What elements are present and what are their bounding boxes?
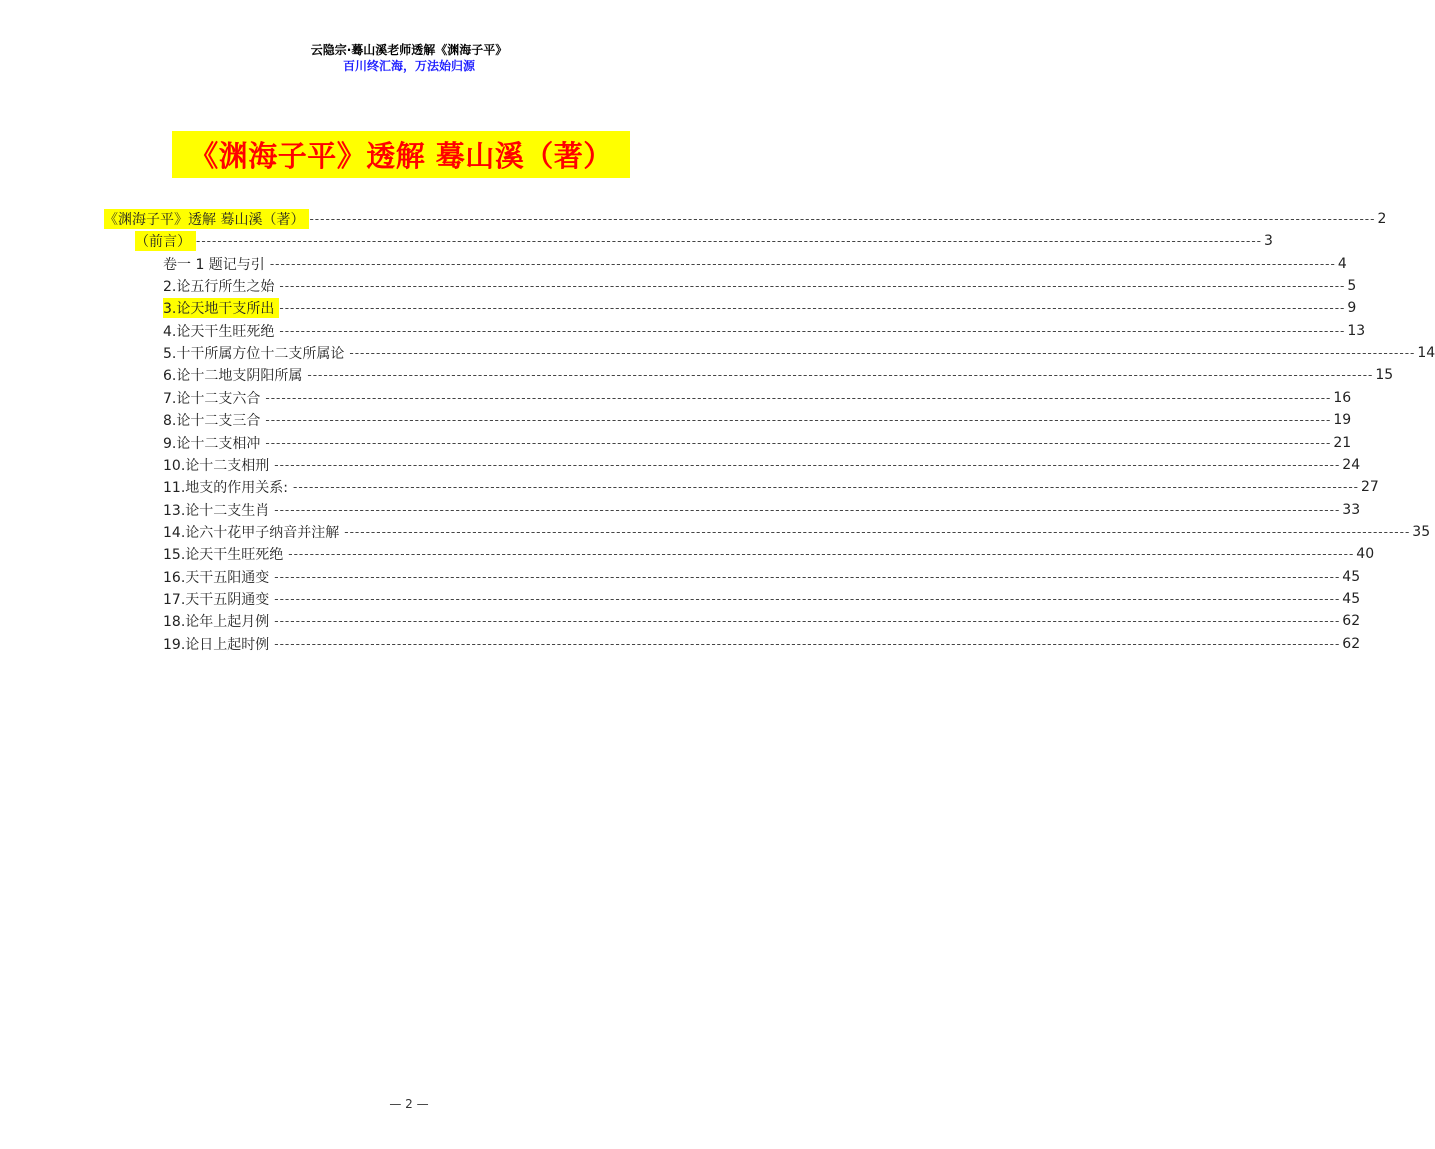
toc-entry-page: 5 bbox=[1347, 278, 1357, 295]
toc-leader-dots: -------------------------------------------------------------------------------------------------------------------------------------------------------------------------------------------------------- bbox=[265, 435, 1332, 450]
toc-entry[interactable] bbox=[163, 387, 1352, 409]
toc-entry-label: 6.论十二地支阴阳所属 bbox=[163, 368, 303, 385]
toc-entry-page: 40 bbox=[1356, 546, 1375, 563]
toc-entry-page: 45 bbox=[1342, 568, 1361, 585]
toc-entry-label: 18.论年上起月例 bbox=[163, 614, 270, 631]
toc-leader-dots: -------------------------------------------------------------------------------------------------------------------------------------------------------------------------------------------------------- bbox=[292, 480, 1359, 495]
toc-leader-dots: -------------------------------------------------------------------------------------------------------------------------------------------------------------------------------------------------------- bbox=[274, 502, 1341, 517]
toc-entry-page: 62 bbox=[1342, 635, 1361, 652]
toc-entry-page: 4 bbox=[1337, 255, 1347, 272]
page-number: — 2 — bbox=[389, 1097, 429, 1111]
toc-entry-page: 24 bbox=[1342, 456, 1361, 473]
toc-entry[interactable] bbox=[163, 566, 1361, 588]
toc-entry-page: 13 bbox=[1347, 322, 1366, 339]
toc-entry[interactable] bbox=[163, 320, 1366, 342]
toc-entry[interactable] bbox=[163, 364, 1394, 386]
toc-leader-dots: -------------------------------------------------------------------------------------------------------------------------------------------------------------------------------------------------------- bbox=[274, 569, 1341, 584]
toc-entry[interactable] bbox=[163, 253, 1347, 275]
toc-entry-page: 16 bbox=[1333, 389, 1352, 406]
toc-entry-label: 15.论天干生旺死绝 bbox=[163, 547, 284, 564]
toc-entry-page: 19 bbox=[1333, 412, 1352, 429]
toc-leader-dots: -------------------------------------------------------------------------------------------------------------------------------------------------------------------------------------------------------- bbox=[279, 279, 1346, 294]
toc-leader-dots: -------------------------------------------------------------------------------------------------------------------------------------------------------------------------------------------------------- bbox=[265, 390, 1332, 405]
toc-leader-dots: -------------------------------------------------------------------------------------------------------------------------------------------------------------------------------------------------------- bbox=[307, 368, 1374, 383]
toc-leader-dots: -------------------------------------------------------------------------------------------------------------------------------------------------------------------------------------------------------- bbox=[269, 256, 1336, 271]
toc-entry-label: 19.论日上起时例 bbox=[163, 636, 270, 653]
toc-entry-label: 5.十干所属方位十二支所属论 bbox=[163, 346, 345, 363]
toc-entry[interactable] bbox=[163, 454, 1361, 476]
toc-leader-dots: -------------------------------------------------------------------------------------------------------------------------------------------------------------------------------------------------------- bbox=[274, 614, 1341, 629]
toc-entry-label: 17.天干五阴通变 bbox=[163, 591, 270, 608]
toc-entry-label: 11.地支的作用关系: bbox=[163, 480, 288, 497]
toc-entry-label: 8.论十二支三合 bbox=[163, 413, 261, 430]
document-title: 《渊海子平》透解 蓦山溪（著） bbox=[189, 139, 613, 173]
toc-entry[interactable] bbox=[163, 633, 1361, 655]
toc-leader-dots: -------------------------------------------------------------------------------------------------------------------------------------------------------------------------------------------------------- bbox=[349, 346, 1416, 361]
toc-entry-label: 《渊海子平》透解 蓦山溪（著） bbox=[104, 209, 309, 229]
toc-leader-dots: -------------------------------------------------------------------------------------------------------------------------------------------------------------------------------------------------------- bbox=[274, 457, 1341, 472]
toc-entry-label: 9.论十二支相冲 bbox=[163, 435, 261, 452]
toc-entry-label: 卷一 1 题记与引 bbox=[163, 256, 265, 273]
toc-leader-dots: -------------------------------------------------------------------------------------------------------------------------------------------------------------------------------------------------------- bbox=[288, 547, 1355, 562]
toc-entry[interactable] bbox=[163, 521, 1431, 543]
toc-entry-page: 35 bbox=[1412, 523, 1431, 540]
toc-entry-page: 9 bbox=[1347, 300, 1357, 317]
header-motto: 百川终汇海，万法始归源 bbox=[342, 59, 475, 73]
toc-entry-label: 4.论天干生旺死绝 bbox=[163, 323, 275, 340]
toc-entry[interactable] bbox=[135, 230, 1273, 252]
toc-entry-label: 2.论五行所生之始 bbox=[163, 279, 275, 296]
toc-entry-label: 10.论十二支相刑 bbox=[163, 457, 270, 474]
toc-entry-page: 33 bbox=[1342, 501, 1361, 518]
toc-entry[interactable] bbox=[163, 610, 1361, 632]
toc-leader-dots: -------------------------------------------------------------------------------------------------------------------------------------------------------------------------------------------------------- bbox=[274, 636, 1341, 651]
toc-entry-page: 14 bbox=[1417, 345, 1435, 362]
toc-entry[interactable] bbox=[163, 409, 1352, 431]
toc-entry-label: 14.论六十花甲子纳音并注解 bbox=[163, 524, 340, 541]
toc-leader-dots: -------------------------------------------------------------------------------------------------------------------------------------------------------------------------------------------------------- bbox=[344, 524, 1411, 539]
toc-entry[interactable] bbox=[163, 432, 1352, 454]
toc-entry-page: 62 bbox=[1342, 613, 1361, 630]
toc-leader-dots: -------------------------------------------------------------------------------------------------------------------------------------------------------------------------------------------------------- bbox=[279, 323, 1346, 338]
toc-entry-label: （前言） bbox=[135, 231, 196, 251]
toc-leader-dots: -------------------------------------------------------------------------------------------------------------------------------------------------------------------------------------------------------- bbox=[196, 234, 1263, 249]
toc-entry-page: 21 bbox=[1333, 434, 1352, 451]
toc-entry-label: 3.论天地干支所出 bbox=[163, 298, 279, 318]
toc-entry[interactable] bbox=[163, 275, 1357, 297]
toc-entry-page: 45 bbox=[1342, 590, 1361, 607]
toc-entry[interactable] bbox=[104, 208, 1387, 230]
toc-leader-dots: -------------------------------------------------------------------------------------------------------------------------------------------------------------------------------------------------------- bbox=[274, 591, 1341, 606]
header-title: 云隐宗·蓦山溪老师透解《渊海子平》 bbox=[310, 43, 508, 57]
toc-entry[interactable] bbox=[163, 499, 1361, 521]
toc-entry-label: 13.论十二支生肖 bbox=[163, 502, 270, 519]
toc-entry-page: 3 bbox=[1264, 233, 1273, 250]
toc-entry[interactable] bbox=[163, 476, 1379, 498]
toc-entry-page: 27 bbox=[1361, 479, 1379, 496]
page-header bbox=[0, 42, 818, 75]
toc-entry-page: 2 bbox=[1377, 211, 1387, 227]
toc-entry[interactable] bbox=[163, 543, 1375, 565]
toc-entry-label: 7.论十二支六合 bbox=[163, 390, 261, 407]
toc-entry[interactable] bbox=[163, 588, 1361, 610]
toc-leader-dots: -------------------------------------------------------------------------------------------------------------------------------------------------------------------------------------------------------- bbox=[279, 301, 1346, 316]
toc-leader-dots: -------------------------------------------------------------------------------------------------------------------------------------------------------------------------------------------------------- bbox=[309, 212, 1376, 226]
toc-entry[interactable] bbox=[163, 342, 1435, 364]
document-title-box bbox=[172, 131, 630, 178]
toc-entry[interactable] bbox=[163, 297, 1357, 319]
toc-entry-page: 15 bbox=[1375, 367, 1394, 384]
toc-leader-dots: -------------------------------------------------------------------------------------------------------------------------------------------------------------------------------------------------------- bbox=[265, 413, 1332, 428]
toc-entry-label: 16.天干五阳通变 bbox=[163, 569, 270, 586]
